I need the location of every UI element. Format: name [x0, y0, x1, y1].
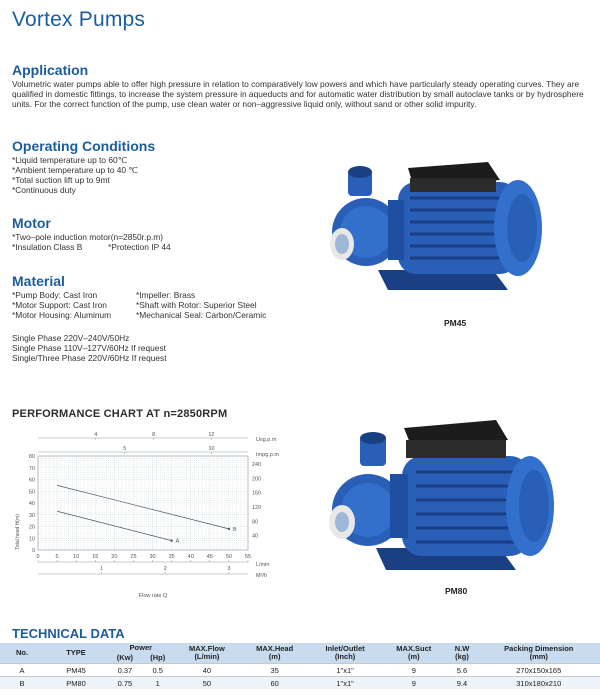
col-suct: MAX.Suct (m)	[381, 643, 446, 664]
table-cell: 40	[174, 664, 241, 677]
curve-end-point	[228, 528, 230, 530]
x-tick-label-lmin: 5	[55, 554, 59, 560]
x-tick-label-impgpm: 10	[208, 446, 215, 452]
table-cell: 35	[240, 664, 309, 677]
power-supply-line: Single Phase 110V–127V/60Hz If request	[12, 343, 166, 353]
table-cell: A	[0, 664, 44, 677]
operating-condition-item: *Liquid temperature up to 60℃	[12, 155, 128, 165]
y-tick-label: 30	[28, 512, 35, 519]
x-tick-label-usgpm: 8	[152, 432, 156, 438]
curve-label: A	[175, 538, 180, 545]
table-cell: 9.4	[446, 677, 477, 690]
x-tick-label-lmin: 30	[149, 554, 156, 560]
table-cell: 9	[381, 664, 446, 677]
operating-conditions-heading: Operating Conditions	[12, 138, 156, 154]
col-type: TYPE	[44, 643, 108, 664]
motor-protection: *Protection IP 44	[108, 242, 171, 252]
material-item: *Impeller: Brass	[136, 290, 196, 300]
table-row	[0, 677, 600, 690]
col-no: No.	[0, 643, 44, 664]
table-cell: 0.5	[142, 664, 174, 677]
y-right-tick-label: 80	[252, 519, 259, 526]
page-title: Vortex Pumps	[12, 8, 146, 31]
y-right-tick-label: 200	[252, 476, 262, 483]
application-heading: Application	[12, 62, 89, 78]
y-right-tick-label: 120	[252, 505, 262, 512]
col-hp: (Hp)	[142, 653, 174, 664]
table-cell: 0.37	[108, 664, 142, 677]
x-tick-label-lmin: 10	[73, 554, 80, 560]
table-cell: 9	[381, 677, 446, 690]
technical-data-heading: TECHNICAL DATA	[12, 626, 125, 641]
performance-chart	[8, 424, 298, 604]
operating-condition-item: *Ambient temperature up to 40 ℃	[12, 165, 138, 175]
x-tick-label-m3h: 2	[163, 566, 167, 572]
material-item: *Shaft with Rotor: Superior Steel	[136, 300, 257, 310]
col-pack: Packing Dimension (mm)	[478, 643, 600, 664]
x-tick-label-m3h: 3	[227, 566, 231, 572]
x-tick-label-lmin: 55	[244, 554, 252, 560]
y-tick-label: 40	[28, 501, 35, 507]
power-supply-line: Single/Three Phase 220V/60Hz If request	[12, 353, 167, 363]
y-right-tick-label: 160	[252, 490, 262, 497]
x-tick-label-impgpm: 5	[123, 446, 127, 452]
x-tick-label-lmin: 0	[36, 554, 40, 560]
table-cell: 270x150x165	[478, 664, 600, 677]
x-tick-label-usgpm: 4	[94, 432, 98, 438]
x-tick-label-lmin: 35	[168, 554, 175, 560]
table-cell: PM45	[44, 664, 108, 677]
motor-line: *Two–pole induction motor(n=2850r.p.m)	[12, 232, 164, 242]
col-nw: N.W (kg)	[446, 643, 477, 664]
unit-label-usgpm: Usg.p.m	[256, 437, 277, 443]
col-flow: MAX.Flow (L/min)	[174, 643, 241, 664]
pump-pm45-caption: PM45	[444, 318, 467, 328]
x-tick-label-lmin: 50	[225, 554, 232, 560]
x-tick-label-lmin: 25	[130, 554, 137, 560]
motor-insulation: *Insulation Class B	[12, 242, 83, 252]
pump-pm80-image	[320, 410, 560, 580]
col-power: Power	[108, 643, 174, 653]
table-cell: 5.6	[446, 664, 477, 677]
col-inlet: Inlet/Outlet (Inch)	[309, 643, 381, 664]
table-cell: 50	[174, 677, 241, 690]
motor-heading: Motor	[12, 215, 51, 231]
unit-label-m3h: M³/h	[256, 573, 267, 579]
material-item: *Pump Body: Cast Iron	[12, 290, 98, 300]
col-head: MAX.Head (m)	[240, 643, 309, 664]
y-tick-label: 50	[28, 489, 35, 496]
operating-condition-item: *Continuous duty	[12, 185, 76, 195]
x-axis-label: Flow rate Q	[138, 593, 168, 599]
table-cell: 1	[142, 677, 174, 690]
col-kw: (Kw)	[108, 653, 142, 664]
application-text: Volumetric water pumps able to offer high pressure in relation to comparatively low powers and which have particularly steady operating curves. They are qualified in domestic fittings, to increase the system pressure in aqueducts and for automatic water distribution by small autoclave tanks or by hydrosphere units. For the correct function of the pump, use clean water or non–aggressive liquid only, without sand or other solid impurity.	[12, 79, 584, 109]
pump-pm45-image	[318, 140, 558, 310]
curve-label: B	[232, 526, 237, 533]
y-tick-label: 70	[28, 465, 35, 472]
table-cell: 60	[240, 677, 309, 690]
material-item: *Motor Housing: Aluminum	[12, 310, 112, 320]
y-axis-label: Total head H(m)	[15, 514, 21, 550]
table-cell: 0.75	[108, 677, 142, 690]
material-item: *Mechanical Seal: Carbon/Ceramic	[136, 310, 267, 320]
x-tick-label-lmin: 20	[111, 554, 118, 560]
power-supply-line: Single Phase 220V–240V/50Hz	[12, 333, 130, 343]
x-tick-label-usgpm: 12	[208, 432, 215, 438]
y-tick-label: 20	[28, 524, 35, 531]
table-cell: 1"x1"	[309, 664, 381, 677]
y-right-tick-label: 40	[252, 533, 259, 540]
curve-end-point	[170, 539, 172, 541]
x-tick-label-lmin: 40	[187, 554, 194, 560]
x-tick-label-lmin: 15	[92, 554, 99, 560]
y-tick-label: 10	[28, 536, 35, 543]
curve-b	[57, 485, 229, 528]
table-cell: 310x180x210	[478, 677, 600, 690]
pump-pm80-caption: PM80	[445, 586, 468, 596]
chart-title: PERFORMANCE CHART AT n=2850RPM	[12, 408, 228, 420]
y-tick-label: 0	[31, 548, 35, 554]
chart-grid	[38, 456, 248, 550]
x-tick-label-lmin: 45	[206, 554, 213, 560]
table-cell: 1"x1"	[309, 677, 381, 690]
operating-condition-item: *Total suction lift up to 9mt	[12, 175, 110, 185]
table-row	[0, 664, 600, 677]
material-item: *Motor Support: Cast Iron	[12, 300, 107, 310]
unit-label-impgpm: Impg.p.m	[256, 452, 279, 458]
material-heading: Material	[12, 273, 65, 289]
y-tick-label: 80	[28, 454, 35, 460]
technical-data-table-wrap	[0, 643, 600, 689]
technical-data-table	[0, 643, 600, 689]
y-right-tick-label: 240	[252, 462, 262, 469]
y-tick-label: 60	[28, 477, 35, 484]
table-cell: B	[0, 677, 44, 690]
unit-label-lmin: L/min	[256, 562, 270, 568]
table-cell: PM80	[44, 677, 108, 690]
x-tick-label-m3h: 1	[100, 566, 104, 572]
